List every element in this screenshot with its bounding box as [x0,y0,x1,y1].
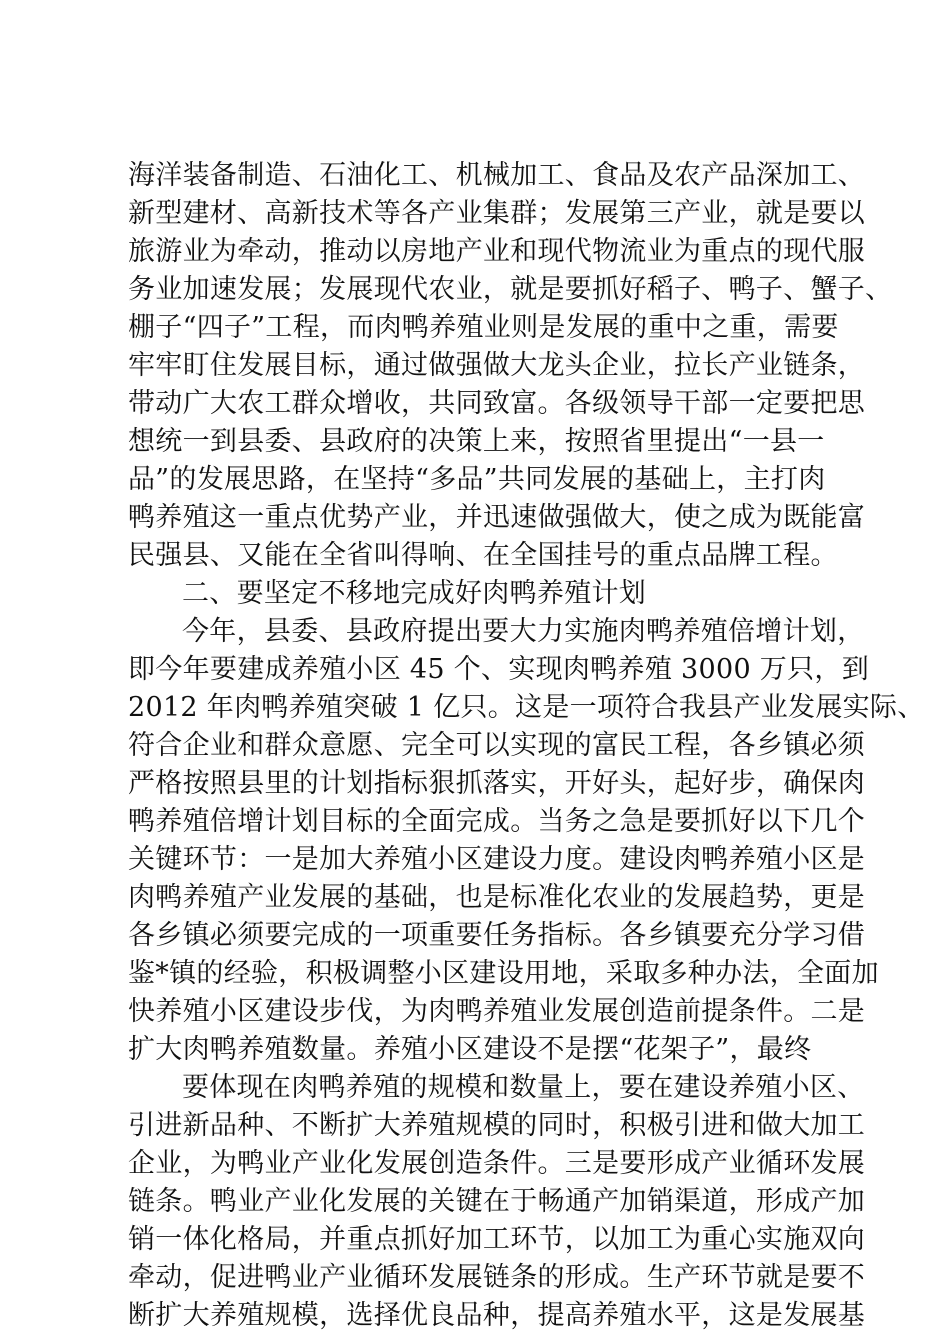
text-line: 即今年要建成养殖小区 45 个、实现肉鸭养殖 3000 万只，到 [128,654,869,685]
text-line: 鉴*镇的经验，积极调整小区建设用地，采取多种办法，全面加 [128,958,879,989]
text-line: 链条。鸭业产业化发展的关键在于畅通产加销渠道，形成产加 [128,1186,866,1217]
text-line: 符合企业和群众意愿、完全可以实现的富民工程，各乡镇必须 [128,730,866,761]
text-line: 牵动，促进鸭业产业循环发展链条的形成。生产环节就是要不 [128,1262,866,1293]
text-line: 要体现在肉鸭养殖的规模和数量上，要在建设养殖小区、 [182,1072,865,1103]
text-line: 今年，县委、县政府提出要大力实施肉鸭养殖倍增计划， [182,616,865,647]
section-heading: 二、要坚定不移地完成好肉鸭养殖计划 [182,578,647,609]
text-line: 严格按照县里的计划指标狠抓落实，开好头，起好步，确保肉 [128,768,866,799]
text-line: 肉鸭养殖产业发展的基础，也是标准化农业的发展趋势，更是 [128,882,866,913]
text-line: 新型建材、高新技术等各产业集群；发展第三产业，就是要以 [128,198,866,229]
text-line: 2012 年肉鸭养殖突破 1 亿只。这是一项符合我县产业发展实际、 [128,692,925,723]
text-line: 各乡镇必须要完成的一项重要任务指标。各乡镇要充分学习借 [128,920,866,951]
text-line: 销一体化格局，并重点抓好加工环节，以加工为重心实施双向 [128,1224,866,1255]
text-line: 引进新品种、不断扩大养殖规模的同时，积极引进和做大加工 [128,1110,866,1141]
text-line: 企业，为鸭业产业化发展创造条件。三是要形成产业循环发展 [128,1148,866,1179]
text-line: 旅游业为牵动，推动以房地产业和现代物流业为重点的现代服 [128,236,866,267]
text-line: 品”的发展思路，在坚持“多品”共同发展的基础上，主打肉 [128,464,826,495]
text-line: 棚子“四子”工程，而肉鸭养殖业则是发展的重中之重，需要 [128,312,839,343]
text-line: 鸭养殖倍增计划目标的全面完成。当务之急是要抓好以下几个 [128,806,866,837]
text-line: 带动广大农工群众增收，共同致富。各级领导干部一定要把思 [128,388,866,419]
text-line: 扩大肉鸭养殖数量。养殖小区建设不是摆“花架子”，最终 [128,1034,812,1065]
text-line: 想统一到县委、县政府的决策上来，按照省里提出“一县一 [128,426,825,457]
text-line: 海洋装备制造、石油化工、机械加工、食品及农产品深加工、 [128,160,866,191]
text-line: 务业加速发展；发展现代农业，就是要抓好稻子、鸭子、蟹子、 [128,274,893,305]
text-line: 民强县、又能在全省叫得响、在全国挂号的重点品牌工程。 [128,540,838,571]
text-line: 鸭养殖这一重点优势产业，并迅速做强做大，使之成为既能富 [128,502,866,533]
text-line: 断扩大养殖规模，选择优良品种，提高养殖水平，这是发展基 [128,1300,866,1331]
text-line: 关键环节：一是加大养殖小区建设力度。建设肉鸭养殖小区是 [128,844,866,875]
text-line: 快养殖小区建设步伐，为肉鸭养殖业发展创造前提条件。二是 [128,996,866,1027]
text-line: 牢牢盯住发展目标，通过做强做大龙头企业，拉长产业链条， [128,350,866,381]
